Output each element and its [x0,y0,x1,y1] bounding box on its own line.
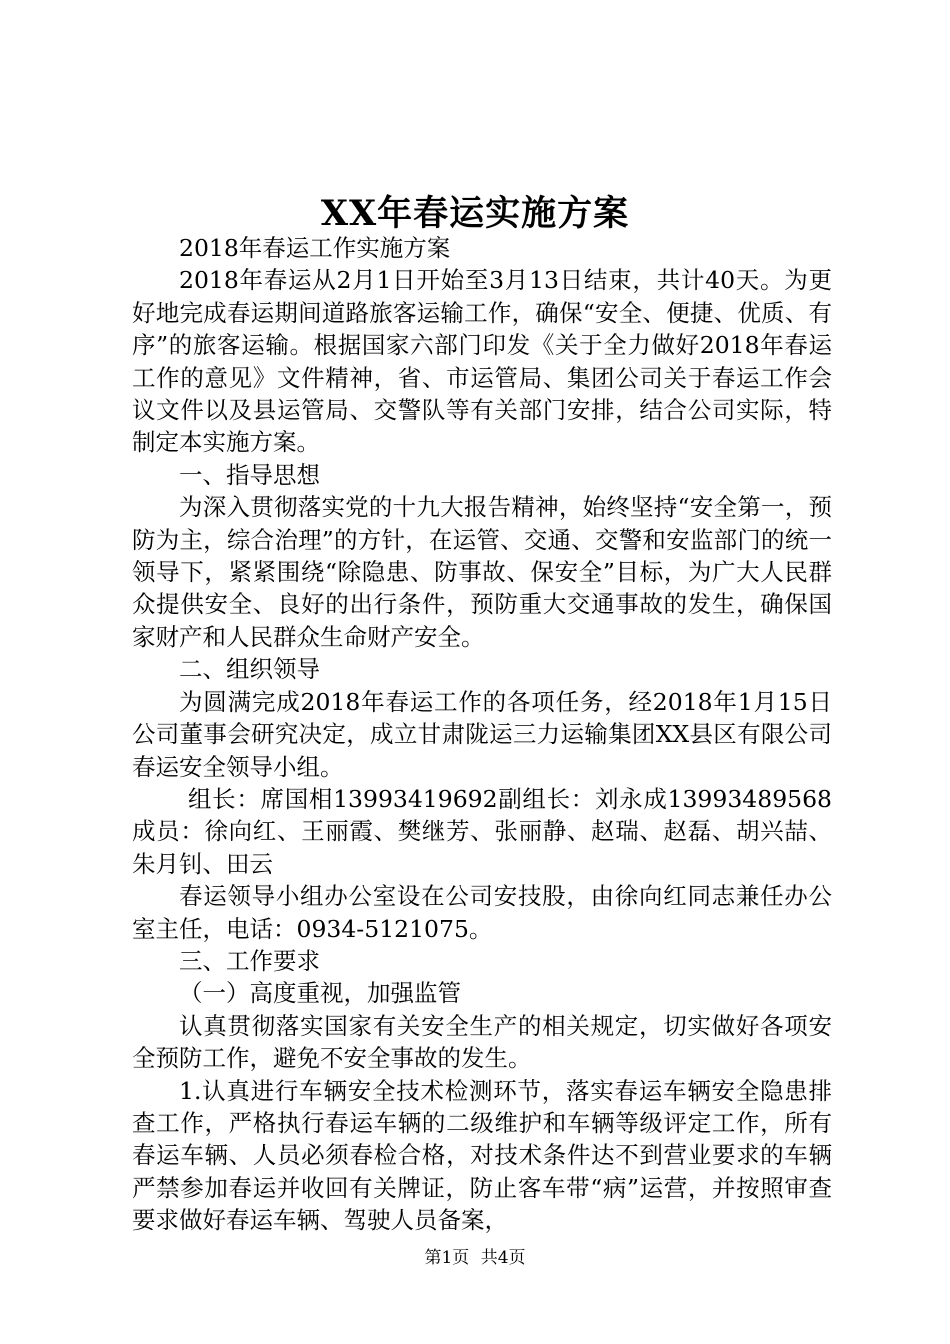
page-number: 第1页 [424,1248,470,1268]
paragraph-subtitle: 2018年春运工作实施方案 [179,234,451,262]
paragraph-office: 春运领导小组办公室设在公司安技股，由徐向红同志兼任办公室主任，电话：0934-5121075。 [132,882,832,943]
paragraph-item-1: 1.认真进行车辆安全技术检测环节，落实春运车辆安全隐患排查工作，严格执行春运车辆的二级维护和车辆等级评定工作，所有春运车辆、人员必须春检合格，对技术条件达不到营业要求的车辆严禁参加春运并收回有关牌证，防止客车带“病”运营，并按照审查要求做好春运车辆、驾驶人员备案， [132,1076,832,1235]
section-heading-2: 二、组织领导 [179,655,320,684]
paragraph-intro: 2018年春运从2月1日开始至3月13日结束，共计40天。为更好地完成春运期间道路旅客运输工作，确保“安全、便捷、优质、有序”的旅客运输。根据国家六部门印发《关于全力做好2018年春运工作的意见》文件精神，省、市运管局、集团公司关于春运工作会议文件以及县运管局、交警队等有关部门安排，结合公司实际，特制定本实施方案。 [132,266,832,457]
subsection-heading-1: （一）高度重视，加强监管 [179,979,461,1008]
paragraph-organization: 为圆满完成2018年春运工作的各项任务，经2018年1月15日公司董事会研究决定，成立甘肃陇运三力运输集团XX县区有限公司春运安全领导小组。 [132,687,832,781]
paragraph-requirements: 认真贯彻落实国家有关安全生产的相关规定，切实做好各项安全预防工作，避免不安全事故的发生。 [132,1011,832,1073]
document-title: XX年春运实施方案 [320,193,630,234]
section-heading-3: 三、工作要求 [179,946,320,975]
paragraph-guiding-thought: 为深入贯彻落实党的十九大报告精神，始终坚持“安全第一，预防为主，综合治理”的方针，在运管、交通、交警和安监部门的统一领导下，紧紧围绕“除隐患、防事故、保安全”目标，为广大人民群众提供安全、良好的出行条件，预防重大交通事故的发生，确保国家财产和人民群众生命财产安全。 [132,493,832,651]
document-body [132,232,832,1237]
page-footer [0,1243,950,1268]
page-total: 共4页 [480,1248,526,1268]
paragraph-members: 组长：席国相13993419692副组长：刘永成13993489568成员：徐向红、王丽霞、樊继芳、张丽静、赵瑞、赵磊、胡兴喆、朱月钊、田云 [132,784,832,878]
section-heading-1: 一、指导思想 [179,460,320,489]
